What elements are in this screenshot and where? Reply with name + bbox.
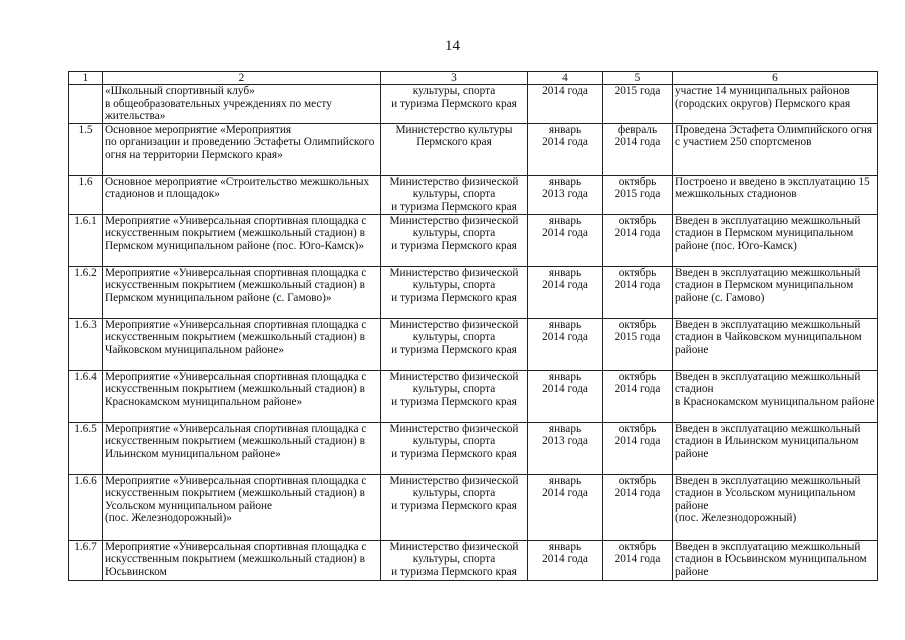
activity-name: Мероприятие «Универсальная спортивная площадка с искусственным покрытием (межшкольный стадион) в Юсьвинском [103,540,381,580]
start-date: январь 2014 года [528,474,603,540]
end-date: октябрь 2015 года [603,175,673,214]
table-row [69,474,878,540]
row-number: 1.6.5 [69,422,103,474]
start-date: январь 2014 года [528,540,603,580]
table-row [69,266,878,318]
column-number: 1 [69,72,103,85]
expected-result: Введен в эксплуатацию межшкольный стадион в Пермском муниципальном районе (пос. Юго-Камск) [673,214,878,266]
end-date: октябрь 2015 года [603,318,673,370]
end-date: 2015 года [603,85,673,124]
column-number: 4 [528,72,603,85]
table-row [69,422,878,474]
start-date: январь 2013 года [528,422,603,474]
responsible-executor: Министерство физической культуры, спорта и туризма Пермского края [381,474,528,540]
column-number-row [69,72,878,85]
responsible-executor: Министерство физической культуры, спорта и туризма Пермского края [381,318,528,370]
responsible-executor: Министерство физической культуры, спорта и туризма Пермского края [381,370,528,422]
activity-name: Мероприятие «Универсальная спортивная площадка с искусственным покрытием (межшкольный стадион) в Пермском муниципальном районе (пос. Юго-Камск)» [103,214,381,266]
expected-result: Введен в эксплуатацию межшкольный стадион в Чайковском муниципальном районе [673,318,878,370]
end-date: октябрь 2014 года [603,214,673,266]
column-number: 3 [381,72,528,85]
program-activities-table [68,71,878,581]
responsible-executor: Министерство физической культуры, спорта и туризма Пермского края [381,214,528,266]
activity-name: «Школьный спортивный клуб» в общеобразовательных учреждениях по месту жительства» [103,85,381,124]
end-date: октябрь 2014 года [603,540,673,580]
table-row [69,370,878,422]
start-date: январь 2014 года [528,370,603,422]
responsible-executor: Министерство физической культуры, спорта и туризма Пермского края [381,266,528,318]
expected-result: Построено и введено в эксплуатацию 15 межшкольных стадионов [673,175,878,214]
table-row [69,214,878,266]
responsible-executor: Министерство физической культуры, спорта и туризма Пермского края [381,422,528,474]
start-date: январь 2014 года [528,214,603,266]
activity-name: Мероприятие «Универсальная спортивная площадка с искусственным покрытием (межшкольный стадион) в Чайковском муниципальном районе» [103,318,381,370]
row-number: 1.6.6 [69,474,103,540]
start-date: январь 2014 года [528,123,603,175]
end-date: февраль 2014 года [603,123,673,175]
responsible-executor: Министерство физической культуры, спорта и туризма Пермского края [381,540,528,580]
table-row [69,123,878,175]
activity-name: Мероприятие «Универсальная спортивная площадка с искусственным покрытием (межшкольный стадион) в Краснокамском муниципальном районе» [103,370,381,422]
start-date: январь 2014 года [528,318,603,370]
column-number: 6 [673,72,878,85]
expected-result: Проведена Эстафета Олимпийского огня с участием 250 спортсменов [673,123,878,175]
column-number: 5 [603,72,673,85]
row-number: 1.6.1 [69,214,103,266]
activity-name: Основное мероприятие «Строительство межшкольных стадионов и площадок» [103,175,381,214]
row-number: 1.6.3 [69,318,103,370]
start-date: январь 2013 года [528,175,603,214]
responsible-executor: Министерство физической культуры, спорта и туризма Пермского края [381,175,528,214]
table-body [69,72,878,581]
expected-result: Введен в эксплуатацию межшкольный стадион в Пермском муниципальном районе (с. Гамово) [673,266,878,318]
page-number: 14 [445,38,460,54]
row-number: 1.6.4 [69,370,103,422]
start-date: 2014 года [528,85,603,124]
expected-result: Введен в эксплуатацию межшкольный стадион в Юсьвинском муниципальном районе [673,540,878,580]
activity-name: Основное мероприятие «Мероприятия по организации и проведению Эстафеты Олимпийского огня на территории Пермского края» [103,123,381,175]
expected-result: участие 14 муниципальных районов (городских округов) Пермского края [673,85,878,124]
start-date: январь 2014 года [528,266,603,318]
row-number: 1.6 [69,175,103,214]
row-number: 1.6.7 [69,540,103,580]
table-row [69,540,878,580]
table-row [69,175,878,214]
end-date: октябрь 2014 года [603,266,673,318]
activity-name: Мероприятие «Универсальная спортивная площадка с искусственным покрытием (межшкольный стадион) в Пермском муниципальном районе (с. Гамово)» [103,266,381,318]
activity-name: Мероприятие «Универсальная спортивная площадка с искусственным покрытием (межшкольный стадион) в Усольском муниципальном районе (пос. Железнодорожный)» [103,474,381,540]
end-date: октябрь 2014 года [603,474,673,540]
end-date: октябрь 2014 года [603,422,673,474]
activity-name: Мероприятие «Универсальная спортивная площадка с искусственным покрытием (межшкольный стадион) в Ильинском муниципальном районе» [103,422,381,474]
row-number: 1.5 [69,123,103,175]
responsible-executor: культуры, спорта и туризма Пермского края [381,85,528,124]
table-row [69,318,878,370]
end-date: октябрь 2014 года [603,370,673,422]
column-number: 2 [103,72,381,85]
expected-result: Введен в эксплуатацию межшкольный стадион в Ильинском муниципальном районе [673,422,878,474]
row-number [69,85,103,124]
table-row [69,85,878,124]
expected-result: Введен в эксплуатацию межшкольный стадион в Краснокамском муниципальном районе [673,370,878,422]
row-number: 1.6.2 [69,266,103,318]
expected-result: Введен в эксплуатацию межшкольный стадион в Усольском муниципальном районе (пос. Железнодорожный) [673,474,878,540]
responsible-executor: Министерство культуры Пермского края [381,123,528,175]
